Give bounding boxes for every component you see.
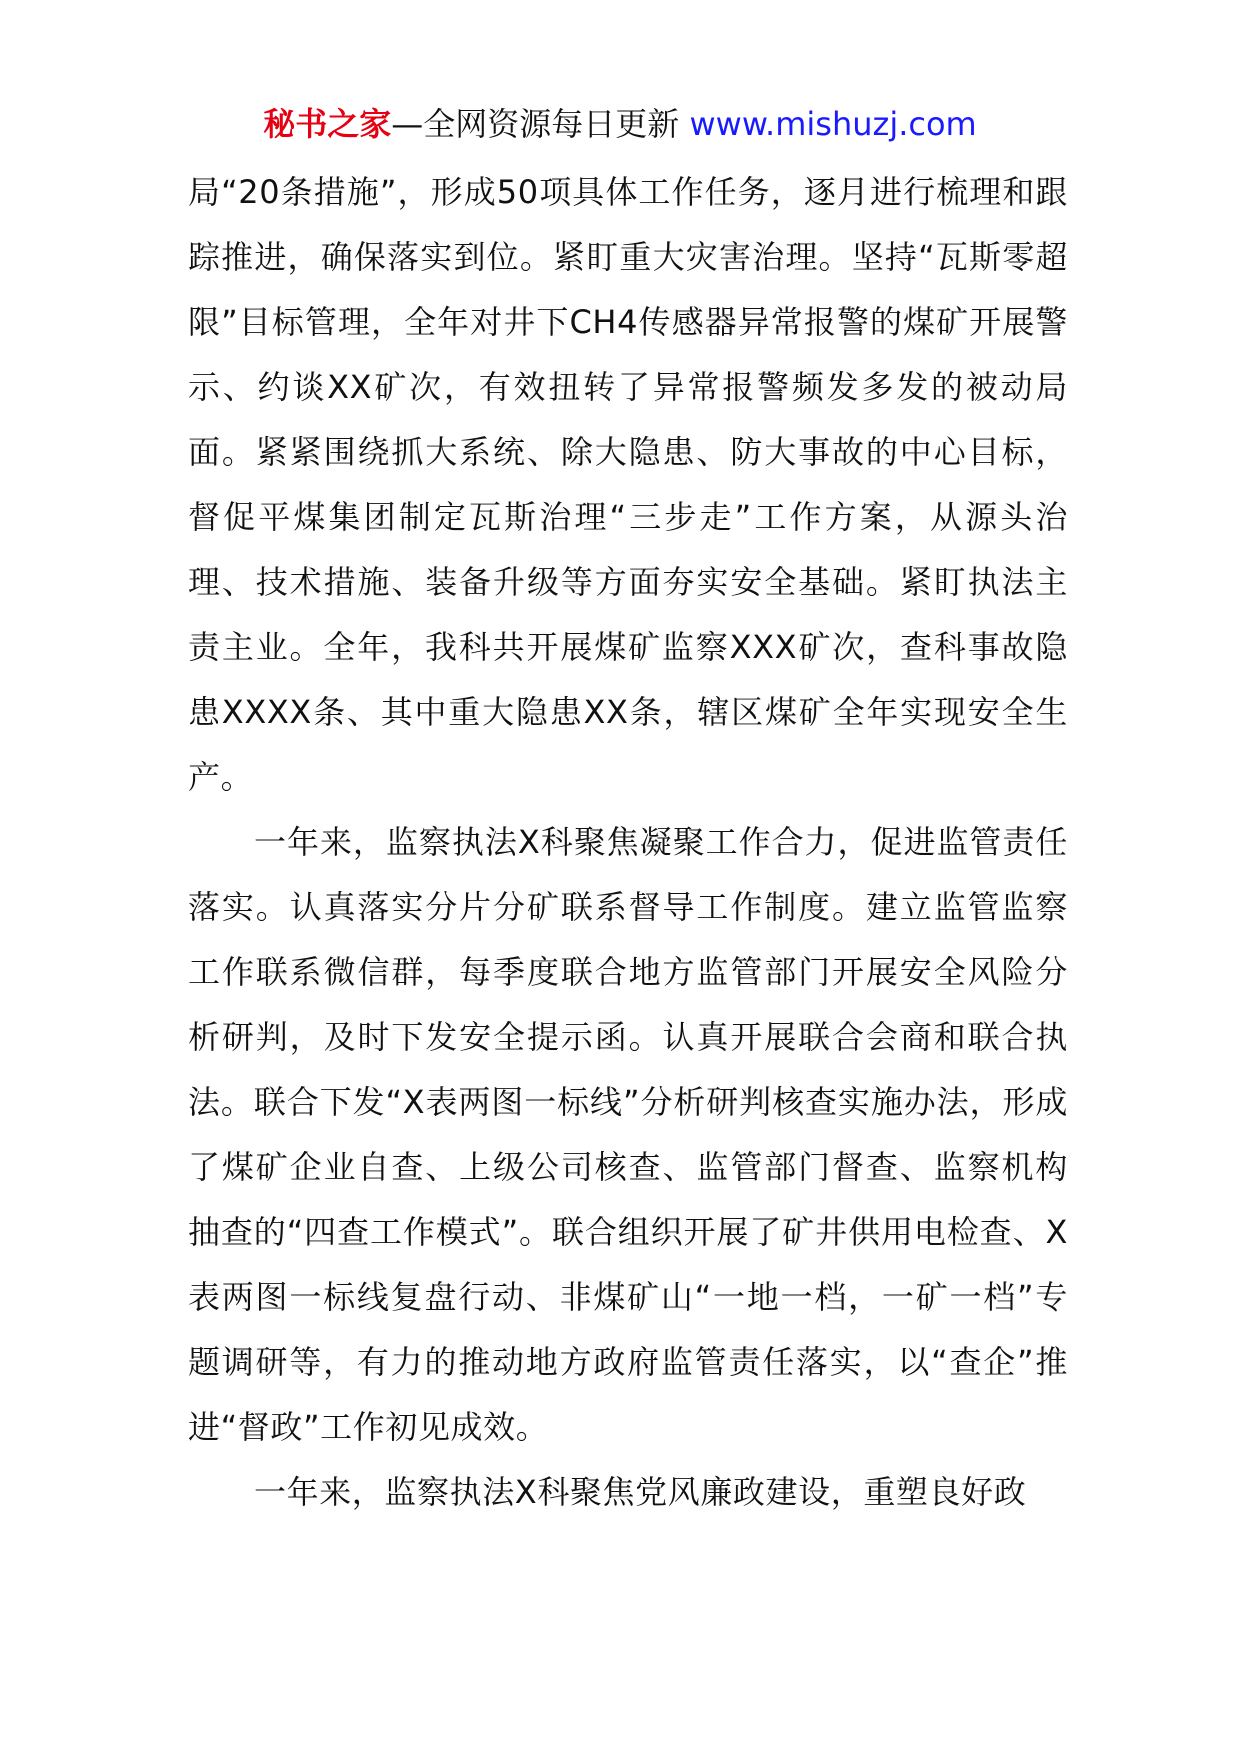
paragraph-1 <box>188 160 1068 810</box>
paragraph-1-text: 局“20条措施”，形成50项具体工作任务，逐月进行梳理和跟踪推进，确保落实到位。紧盯重大灾害治理。坚持“瓦斯零超限”目标管理，全年对井下CH4传感器异常报警的煤矿开展警示、约谈XX矿次，有效扭转了异常报警频发多发的被动局面。紧紧围绕抓大系统、除大隐患、防大事故的中心目标，督促平煤集团制定瓦斯治理“三步走”工作方案，从源头治理、技术措施、装备升级等方面夯实安全基础。紧盯执法主责主业。全年，我科共开展煤矿监察XXX矿次，查科事故隐患XXXX条、其中重大隐患XX条，辖区煤矿全年实现安全生产。 <box>188 173 1068 796</box>
paragraph-3 <box>188 1460 1068 1525</box>
paragraph-3-lead: 一年来，监察执法Ⅹ科聚焦党风廉政建设，重塑良好政 <box>254 1473 1027 1511</box>
brand-name: 秘书之家 <box>263 105 392 143</box>
header-slogan: —全网资源每日更新 <box>391 105 690 143</box>
site-header <box>0 102 1240 146</box>
paragraph-2 <box>188 810 1068 1460</box>
site-url-link[interactable]: www.mishuzj.com <box>689 105 977 143</box>
document-body <box>188 160 1068 1525</box>
paragraph-2-lead: 一年来，监察执法Ⅹ科聚焦凝聚工作合力，促进监管责任落实。 <box>188 823 1068 926</box>
paragraph-2-text: 认真落实分片分矿联系督导工作制度。建立监管监察工作联系微信群，每季度联合地方监管部门开展安全风险分析研判，及时下发安全提示函。认真开展联合会商和联合执法。联合下发“X表两图一标线”分析研判核查实施办法，形成了煤矿企业自查、上级公司核查、监管部门督查、监察机构抽查的“四查工作模式”。联合组织开展了矿井供用电检查、X表两图一标线复盘行动、非煤矿山“一地一档，一矿一档”专题调研等，有力的推动地方政府监管责任落实，以“查企”推进“督政”工作初见成效。 <box>188 888 1068 1446</box>
